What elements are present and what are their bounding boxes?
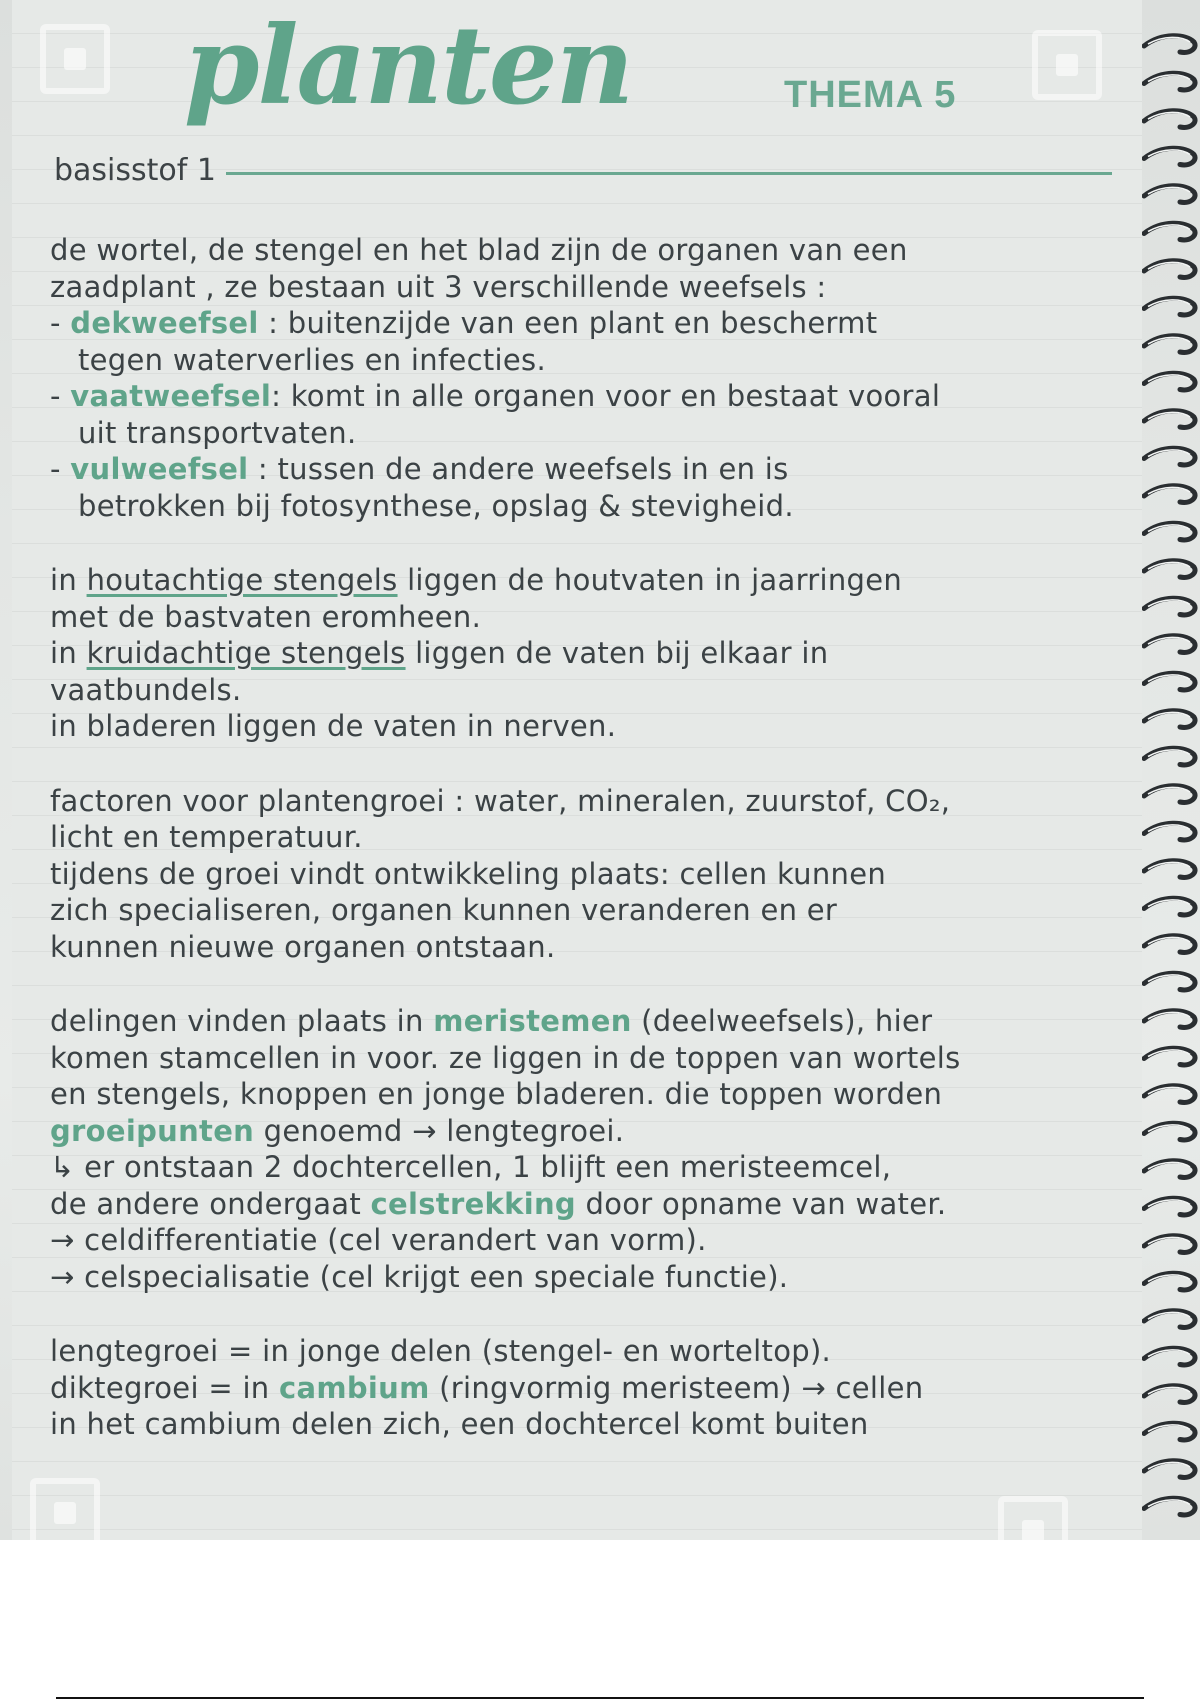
note-line bbox=[50, 1149, 1100, 1186]
section-header bbox=[54, 150, 1112, 190]
top-right-watermark-icon bbox=[1032, 30, 1102, 100]
note-text: : komt in alle organen voor en bestaat vooral bbox=[271, 379, 941, 413]
paragraph-gap bbox=[50, 965, 1100, 1003]
note-text: en stengels, knoppen en jonge bladeren. die toppen worden bbox=[50, 1077, 943, 1111]
note-line bbox=[50, 819, 1100, 856]
note-text: met de bastvaten eromheen. bbox=[50, 599, 482, 634]
note-text: licht en temperatuur. bbox=[50, 820, 363, 854]
note-line bbox=[50, 635, 1100, 672]
note-text: diktegroei = in bbox=[50, 1370, 279, 1405]
note-line bbox=[50, 1259, 1100, 1296]
note-line bbox=[50, 342, 1100, 379]
note-line bbox=[50, 451, 1100, 488]
highlighted-term: celstrekking bbox=[370, 1186, 576, 1221]
note-text: : tussen de andere weefsels in en is bbox=[248, 452, 789, 486]
underlined-term: houtachtige stengels bbox=[86, 563, 398, 597]
note-text: de andere ondergaat bbox=[50, 1186, 371, 1221]
note-text: ↳ er ontstaan 2 dochtercellen, 1 blijft een meristeemcel, bbox=[50, 1150, 892, 1184]
note-line bbox=[50, 488, 1100, 525]
note-line bbox=[50, 708, 1100, 745]
note-line bbox=[50, 1040, 1100, 1077]
note-text: zich specialiseren, organen kunnen veranderen en er bbox=[50, 893, 838, 927]
note-text: liggen de vaten bij elkaar in bbox=[405, 636, 829, 670]
note-text: de wortel, de stengel en het blad zijn de organen van een bbox=[50, 233, 908, 267]
note-line bbox=[50, 305, 1100, 342]
note-text: vaatbundels. bbox=[50, 672, 242, 707]
note-line bbox=[50, 1003, 1100, 1040]
note-line bbox=[50, 1186, 1100, 1223]
note-text: : buitenzijde van een plant en beschermt bbox=[258, 306, 878, 340]
page-title: planten bbox=[184, 3, 633, 129]
paragraph-gap bbox=[50, 1295, 1100, 1333]
highlighted-term: vaatweefsel bbox=[70, 379, 272, 413]
bottom-left-watermark-icon bbox=[30, 1478, 100, 1540]
note-text: - bbox=[50, 452, 71, 486]
note-line bbox=[50, 892, 1100, 929]
section-label: basisstof 1 bbox=[54, 152, 216, 188]
note-line bbox=[50, 1370, 1100, 1407]
note-text: betrokken bij fotosynthese, opslag & stevigheid. bbox=[78, 488, 794, 523]
note-text: in bbox=[50, 636, 87, 670]
note-text: (ringvormig meristeem) → cellen bbox=[429, 1370, 924, 1405]
highlighted-term: meristemen bbox=[433, 1004, 632, 1038]
note-line bbox=[50, 415, 1100, 452]
paragraph-gap bbox=[50, 524, 1100, 562]
spiral-binding bbox=[1142, 20, 1200, 1540]
note-line bbox=[50, 856, 1100, 893]
handwritten-notes bbox=[50, 232, 1100, 1443]
note-line bbox=[50, 672, 1100, 709]
note-text: factoren voor plantengroei : water, mineralen, zuurstof, CO₂, bbox=[50, 783, 951, 818]
highlighted-term: dekweefsel bbox=[70, 306, 259, 340]
note-text: → celspecialisatie (cel krijgt een speciale functie). bbox=[50, 1259, 789, 1294]
theme-label: THEMA 5 bbox=[784, 74, 957, 116]
note-text: - bbox=[50, 306, 71, 340]
note-line bbox=[50, 562, 1100, 599]
note-text: kunnen nieuwe organen ontstaan. bbox=[50, 929, 556, 964]
highlighted-term: groeipunten bbox=[50, 1113, 255, 1148]
note-text: in bbox=[50, 563, 87, 597]
note-text: tijdens de groei vindt ontwikkeling plaats: cellen kunnen bbox=[50, 856, 887, 891]
note-text: door opname van water. bbox=[575, 1186, 947, 1221]
note-text: in het cambium delen zich, een dochtercel komt buiten bbox=[50, 1407, 869, 1441]
top-left-watermark-icon bbox=[40, 24, 110, 94]
note-text: lengtegroei = in jonge delen (stengel- en worteltop). bbox=[50, 1334, 832, 1368]
note-line bbox=[50, 1076, 1100, 1113]
underlined-term: kruidachtige stengels bbox=[86, 636, 406, 670]
note-line bbox=[50, 1113, 1100, 1150]
note-text: komen stamcellen in voor. ze liggen in de toppen van wortels bbox=[50, 1040, 961, 1075]
highlighted-term: cambium bbox=[279, 1370, 430, 1405]
note-line bbox=[50, 232, 1100, 269]
note-text: zaadplant , ze bestaan uit 3 verschillende weefsels : bbox=[50, 269, 827, 304]
bottom-right-watermark-icon bbox=[998, 1496, 1068, 1540]
notebook-page bbox=[12, 0, 1142, 1540]
note-text: → celdifferentiatie (cel verandert van vorm). bbox=[50, 1223, 707, 1257]
note-text: genoemd → lengtegroei. bbox=[254, 1113, 625, 1148]
note-text: liggen de houtvaten in jaarringen bbox=[397, 563, 903, 597]
paragraph-gap bbox=[50, 745, 1100, 783]
highlighted-term: vulweefsel bbox=[70, 452, 249, 486]
note-line bbox=[50, 1333, 1100, 1370]
section-rule bbox=[226, 172, 1112, 175]
note-text: tegen waterverlies en infecties. bbox=[78, 342, 546, 377]
note-text: delingen vinden plaats in bbox=[50, 1004, 434, 1038]
note-line bbox=[50, 1406, 1100, 1443]
note-line bbox=[50, 929, 1100, 966]
note-line bbox=[50, 1222, 1100, 1259]
note-text: - bbox=[50, 379, 71, 413]
note-line bbox=[50, 269, 1100, 306]
bottom-divider bbox=[56, 1697, 1144, 1699]
note-line bbox=[50, 783, 1100, 820]
note-text: (deelweefsels), hier bbox=[631, 1004, 933, 1038]
note-text: in bladeren liggen de vaten in nerven. bbox=[50, 709, 617, 743]
note-line bbox=[50, 378, 1100, 415]
note-line bbox=[50, 599, 1100, 636]
note-text: uit transportvaten. bbox=[78, 415, 357, 450]
